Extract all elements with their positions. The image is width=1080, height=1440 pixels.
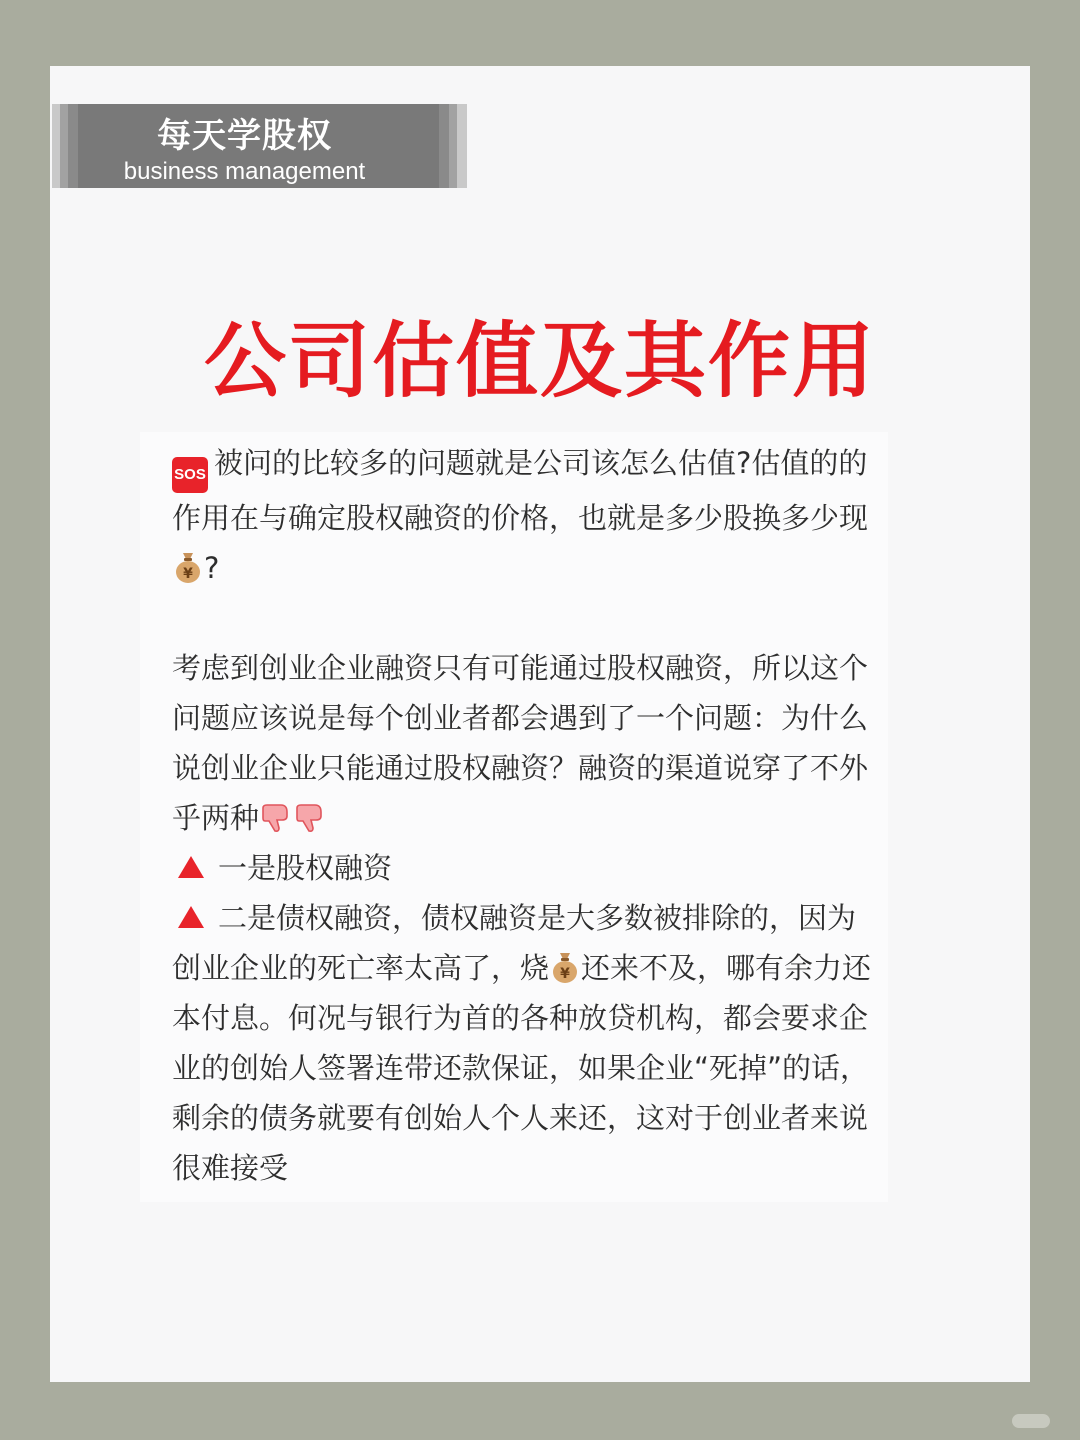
sos-icon: SOS: [172, 457, 208, 493]
page-title: 公司估值及其作用: [203, 314, 876, 409]
paragraph-intro-text: 被问的比较多的问题就是公司该怎么估值?估值的的作用在与确定股权融资的价格，也就是多少股换多少现: [172, 446, 869, 535]
paragraph-reason-text: 考虑到创业企业融资只有可能通过股权融资，所以这个问题应该说是每个创业者都会遇到了一个问题：为什么说创业企业只能通过股权融资？融资的渠道说穿了不外乎两种: [172, 651, 869, 835]
header-tag: [52, 104, 467, 188]
article-body: [172, 438, 872, 1193]
money-bag-icon: [174, 550, 202, 584]
thumbs-down-icon: [259, 802, 291, 834]
paragraph-spacer: [172, 593, 872, 643]
watermark: [1012, 1414, 1050, 1428]
paragraph-intro: [172, 438, 872, 593]
bullet-debt-financing-text-cont: 还来不及，哪有余力还本付息。何况与银行为首的各种放贷机构，都会要求企业的创始人签署连带还款保证，如果企业“死掉”的话，剩余的债务就要有创始人个人来还，这对于创业者来说很难接受: [172, 951, 872, 1185]
paragraph-reason: [172, 643, 872, 843]
bullet-debt-financing: [172, 893, 872, 1193]
money-bag-icon: [551, 950, 579, 984]
red-triangle-icon: [176, 854, 206, 880]
bullet-debt-financing-text: 二是债权融资，债权融资是大多数被排除的，因为创业企业的死亡率太高了，烧: [172, 901, 857, 985]
svg-text:¥: ¥: [560, 966, 570, 982]
header-title: 每天学股权: [157, 116, 332, 156]
svg-text:¥: ¥: [183, 566, 193, 582]
thumbs-down-icon: [293, 802, 325, 834]
red-triangle-icon: [176, 904, 206, 930]
paragraph-intro-end: ?: [204, 551, 220, 585]
header-subtitle: business management: [123, 158, 366, 185]
bullet-equity-financing: [172, 843, 872, 893]
bullet-equity-financing-text: 一是股权融资: [218, 851, 393, 885]
